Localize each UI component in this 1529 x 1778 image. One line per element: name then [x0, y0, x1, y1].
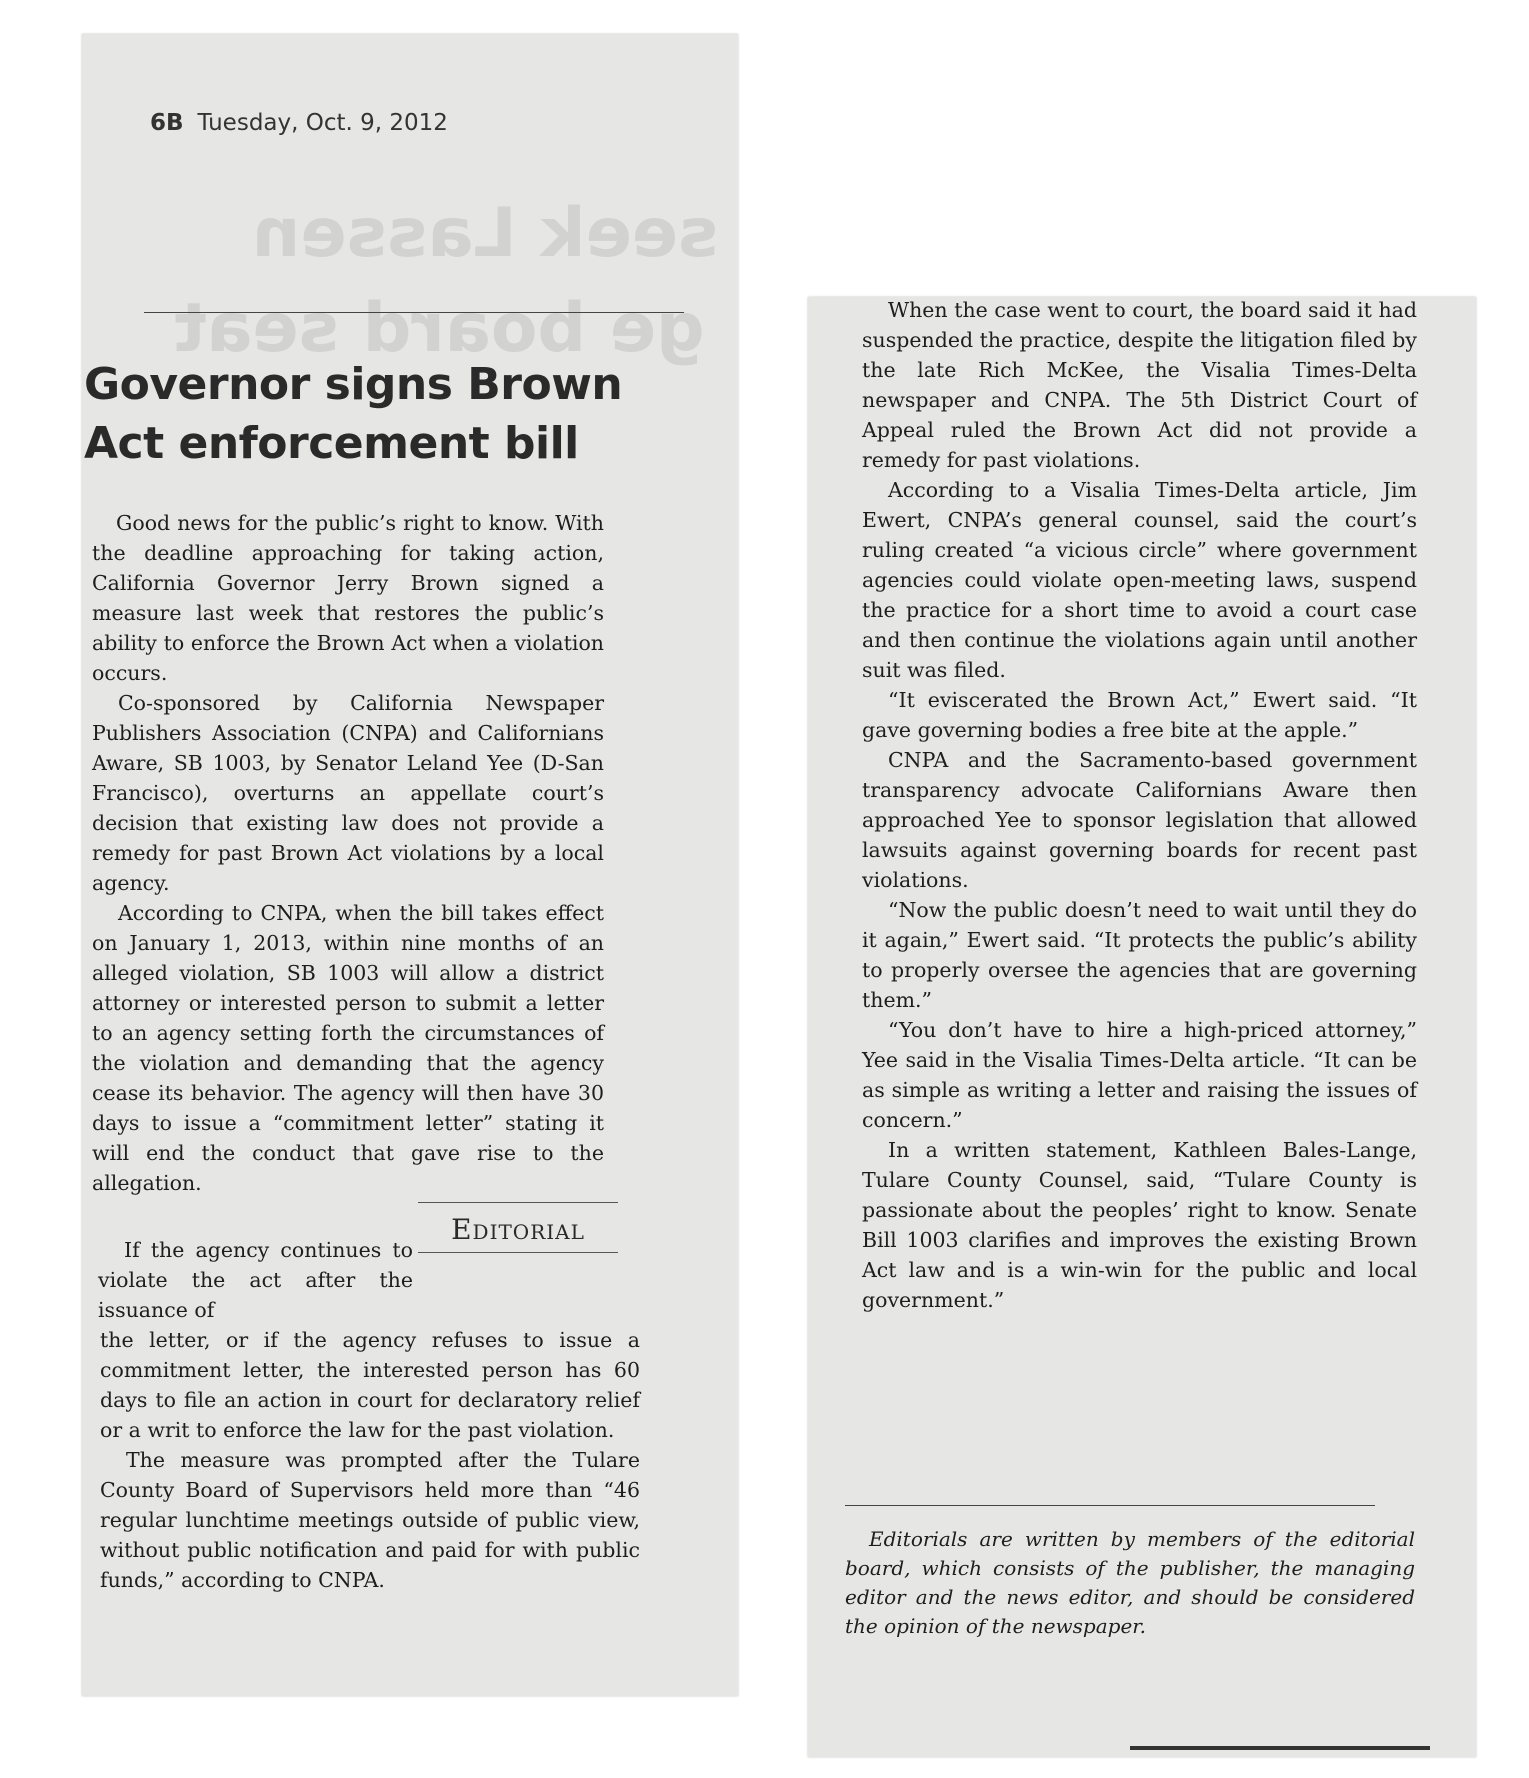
- paragraph: the letter, or if the agency refuses to issue a commitment letter, the interested person has 60 days to file an action in court for declaratory relief or a writ to enforce the law for the past violation.: [100, 1328, 640, 1442]
- article-headline: Governor signs Brown Act enforcement bill: [84, 359, 623, 469]
- paragraph: The measure was prompted after the Tulare County Board of Supervisors held more than “46 regular lunchtime meetings outside of public view, without public notification and paid for with public funds,” according to CNPA.: [100, 1448, 640, 1592]
- paragraph: “You don’t have to hire a high-priced attorney,” Yee said in the Visalia Times-Delta article. “It can be as simple as writing a letter and raising the issues of concern.”: [862, 1018, 1417, 1132]
- divider: [418, 1252, 618, 1253]
- footnote-divider: [845, 1505, 1375, 1506]
- paragraph: Co-sponsored by California Newspaper Publishers Association (CNPA) and Californians Aware, SB 1003, by Senator Leland Yee (D-San Francisco), overturns an appellate court’s decision that existing law does not provide a remedy for past Brown Act violations by a local agency.: [92, 691, 604, 895]
- right-column-body: [862, 295, 1417, 1315]
- left-column-tail: [100, 1325, 640, 1595]
- left-column-wrap-text: [98, 1235, 413, 1325]
- paragraph: In a written statement, Kathleen Bales-Lange, Tulare County Counsel, said, “Tulare County is passionate about the peoples’ right to know. Senate Bill 1003 clarifies and improves the existing Brown Act law and is a win-win for the public and local government.”: [862, 1138, 1417, 1312]
- dateline: [150, 110, 448, 136]
- paragraph: “It eviscerated the Brown Act,” Ewert said. “It gave governing bodies a free bite at the apple.”: [862, 688, 1417, 742]
- paragraph: According to a Visalia Times-Delta article, Jim Ewert, CNPA’s general counsel, said the court’s ruling created “a vicious circle” where government agencies could violate open-meeting laws, suspend the practice for a short time to avoid a court case and then continue the violations again until another suit was filed.: [862, 478, 1417, 682]
- publication-date: Tuesday, Oct. 9, 2012: [197, 110, 448, 136]
- paragraph: CNPA and the Sacramento-based government transparency advocate Californians Aware then approached Yee to sponsor legislation that allowed lawsuits against governing boards for recent past violations.: [862, 748, 1417, 892]
- header-divider: [144, 312, 684, 313]
- bottom-rule: [1130, 1746, 1430, 1750]
- paragraph: Good news for the public’s right to know. With the deadline approaching for taking action, California Governor Jerry Brown signed a measure last week that restores the public’s ability to enforce the Brown Act when a violation occurs.: [92, 511, 604, 685]
- paragraph: If the agency continues to violate the act after the issuance of: [98, 1238, 413, 1322]
- bleed-through-text-1: seek Lassen: [252, 194, 719, 273]
- editorial-disclaimer: Editorials are written by members of the editorial board, which consists of the publisher, the managing editor and the news editor, and should be considered the opinion of the newspaper.: [845, 1527, 1415, 1638]
- section-label: Editorial: [451, 1213, 585, 1246]
- left-column-body: [92, 508, 604, 1198]
- bleed-through-text-2: ge board seat: [174, 289, 705, 368]
- editorial-label-box: [418, 1202, 618, 1253]
- paragraph: According to CNPA, when the bill takes effect on January 1, 2013, within nine months of an alleged violation, SB 1003 will allow a district attorney or interested person to submit a letter to an agency setting forth the circumstances of the violation and demanding that the agency cease its behavior. The agency will then have 30 days to issue a “commitment letter” stating it will end the conduct that gave rise to the allegation.: [92, 901, 604, 1195]
- page-number: 6B: [150, 110, 184, 136]
- paragraph: When the case went to court, the board said it had suspended the practice, despite the litigation filed by the late Rich McKee, the Visalia Times-Delta newspaper and CNPA. The 5th District Court of Appeal ruled the Brown Act did not provide a remedy for past violations.: [862, 298, 1417, 472]
- paragraph: “Now the public doesn’t need to wait until they do it again,” Ewert said. “It protects the public’s ability to properly oversee the agencies that are governing them.”: [862, 898, 1417, 1012]
